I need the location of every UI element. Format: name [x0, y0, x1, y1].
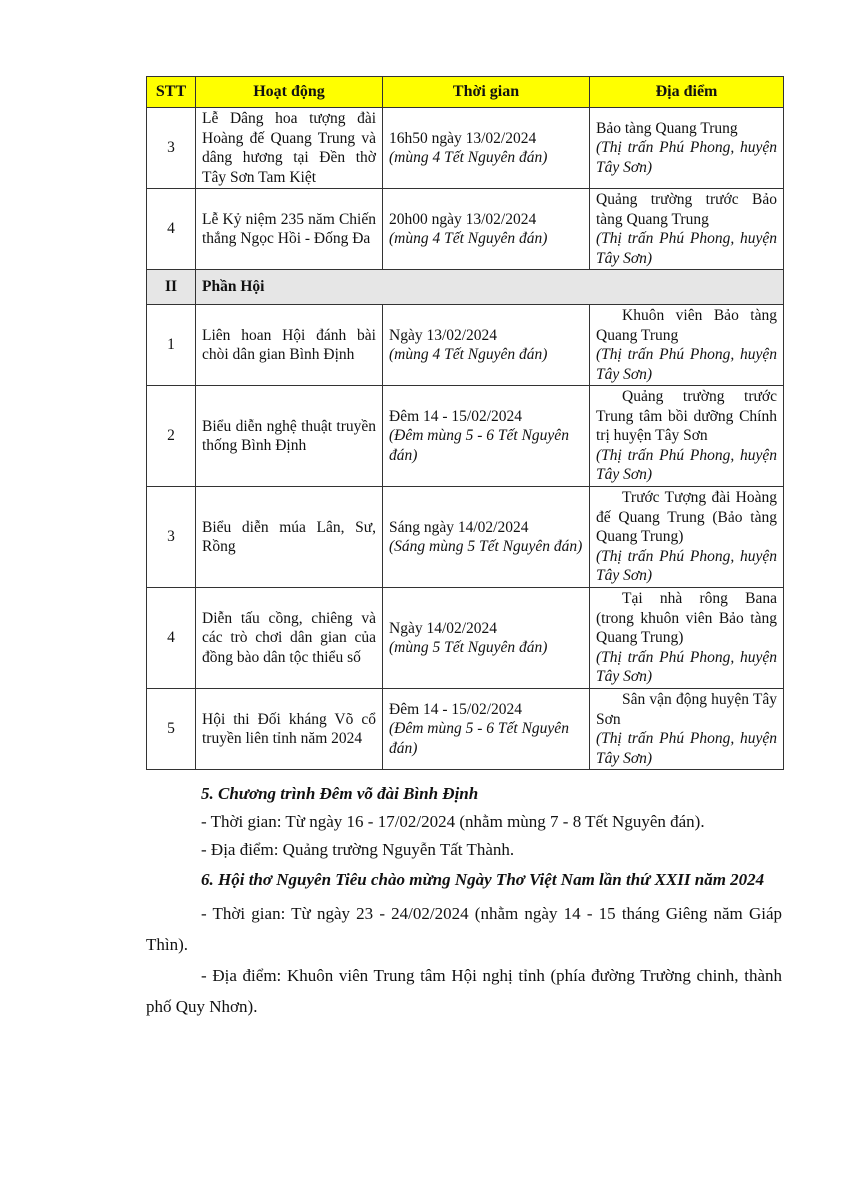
row-activity: Liên hoan Hội đánh bài chòi dân gian Bình Định: [196, 305, 383, 386]
section5-time: - Thời gian: Từ ngày 16 - 17/02/2024 (nhằm mùng 7 - 8 Tết Nguyên đán).: [201, 812, 705, 831]
table-row: [147, 189, 784, 270]
row-time: [383, 189, 590, 270]
time-main: Sáng ngày 14/02/2024: [389, 518, 529, 536]
location-note: (Thị trấn Phú Phong, huyện Tây Sơn): [596, 730, 777, 767]
table-row: [147, 108, 784, 189]
row-stt: 4: [147, 588, 196, 689]
time-main: 16h50 ngày 13/02/2024: [389, 129, 537, 147]
section-stt: II: [147, 270, 196, 305]
row-location: [590, 689, 784, 770]
section5-heading: 5. Chương trình Đêm võ đài Bình Định: [201, 784, 479, 803]
time-note: (mùng 5 Tết Nguyên đán): [389, 639, 548, 656]
time-note: (Đêm mùng 5 - 6 Tết Nguyên đán): [389, 720, 569, 757]
location-note: (Thị trấn Phú Phong, huyện Tây Sơn): [596, 139, 777, 176]
section-row: [147, 270, 784, 305]
location-note: (Thị trấn Phú Phong, huyện Tây Sơn): [596, 230, 777, 267]
row-location: [590, 305, 784, 386]
header-time: Thời gian: [383, 77, 590, 108]
table-row: [147, 487, 784, 588]
time-note: (mùng 4 Tết Nguyên đán): [389, 346, 548, 363]
time-note: (mùng 4 Tết Nguyên đán): [389, 230, 548, 247]
location-main: Quảng trường trước Trung tâm bồi dưỡng Chính trị huyện Tây Sơn: [596, 388, 777, 445]
header-stt: STT: [147, 77, 196, 108]
time-main: Ngày 14/02/2024: [389, 619, 498, 637]
time-main: Đêm 14 - 15/02/2024: [389, 700, 523, 718]
row-time: [383, 588, 590, 689]
section-title: Phần Hội: [196, 270, 784, 305]
row-time: [383, 689, 590, 770]
section5-block: [146, 780, 782, 864]
time-note: (Sáng mùng 5 Tết Nguyên đán): [389, 538, 583, 555]
time-note: (mùng 4 Tết Nguyên đán): [389, 149, 548, 166]
row-time: [383, 487, 590, 588]
row-location: [590, 108, 784, 189]
row-stt: 4: [147, 189, 196, 270]
location-main: Khuôn viên Bảo tàng Quang Trung: [596, 307, 777, 344]
row-time: [383, 386, 590, 487]
row-location: [590, 487, 784, 588]
row-activity: Biểu diễn nghệ thuật truyền thống Bình Định: [196, 386, 383, 487]
row-location: [590, 588, 784, 689]
row-stt: 1: [147, 305, 196, 386]
table-row: [147, 386, 784, 487]
location-main: Tại nhà rông Bana (trong khuôn viên Bảo tàng Quang Trung): [596, 590, 777, 647]
header-activity: Hoạt động: [196, 77, 383, 108]
row-stt: 2: [147, 386, 196, 487]
time-note: (Đêm mùng 5 - 6 Tết Nguyên đán): [389, 427, 569, 464]
section5-place: - Địa điểm: Quảng trường Nguyễn Tất Thành.: [201, 840, 515, 859]
row-activity: Diễn tấu cồng, chiêng và các trò chơi dân gian của đồng bào dân tộc thiểu số: [196, 588, 383, 689]
schedule-table: [146, 76, 784, 770]
section6-heading: 6. Hội thơ Nguyên Tiêu chào mừng Ngày Thơ Việt Nam lần thứ XXII năm 2024: [201, 870, 765, 889]
location-note: (Thị trấn Phú Phong, huyện Tây Sơn): [596, 346, 777, 383]
section6-place: - Địa điểm: Khuôn viên Trung tâm Hội nghị tỉnh (phía đường Trường chinh, thành phố Quy Nhơn).: [146, 966, 782, 1016]
row-stt: 5: [147, 689, 196, 770]
row-location: [590, 189, 784, 270]
row-activity: Hội thi Đối kháng Võ cổ truyền liên tỉnh năm 2024: [196, 689, 383, 770]
time-main: 20h00 ngày 13/02/2024: [389, 210, 537, 228]
table-row: [147, 305, 784, 386]
location-note: (Thị trấn Phú Phong, huyện Tây Sơn): [596, 547, 777, 585]
section6-time: - Thời gian: Từ ngày 23 - 24/02/2024 (nhằm ngày 14 - 15 tháng Giêng năm Giáp Thìn).: [146, 904, 782, 954]
row-location: [590, 386, 784, 487]
row-activity: Lễ Dâng hoa tượng đài Hoàng đế Quang Trung và dâng hương tại Đền thờ Tây Sơn Tam Kiệt: [196, 108, 383, 189]
table-header-row: [147, 77, 784, 108]
location-main: Sân vận động huyện Tây Sơn: [596, 691, 777, 728]
row-activity: Biểu diễn múa Lân, Sư, Rồng: [196, 487, 383, 588]
header-location: Địa điểm: [590, 77, 784, 108]
location-main: Quảng trường trước Bảo tàng Quang Trung: [596, 191, 777, 228]
location-note: (Thị trấn Phú Phong, huyện Tây Sơn): [596, 648, 777, 686]
table-row: [147, 689, 784, 770]
location-main: Bảo tàng Quang Trung: [596, 119, 738, 137]
location-note: (Thị trấn Phú Phong, huyện Tây Sơn): [596, 446, 777, 484]
section6-block: [146, 866, 782, 1022]
time-main: Đêm 14 - 15/02/2024: [389, 407, 523, 425]
row-stt: 3: [147, 487, 196, 588]
location-main: Trước Tượng đài Hoàng đế Quang Trung (Bảo tàng Quang Trung): [596, 489, 777, 546]
table-row: [147, 588, 784, 689]
row-time: [383, 305, 590, 386]
row-activity: Lễ Kỷ niệm 235 năm Chiến thắng Ngọc Hồi - Đống Đa: [196, 189, 383, 270]
row-time: [383, 108, 590, 189]
time-main: Ngày 13/02/2024: [389, 326, 498, 344]
row-stt: 3: [147, 108, 196, 189]
